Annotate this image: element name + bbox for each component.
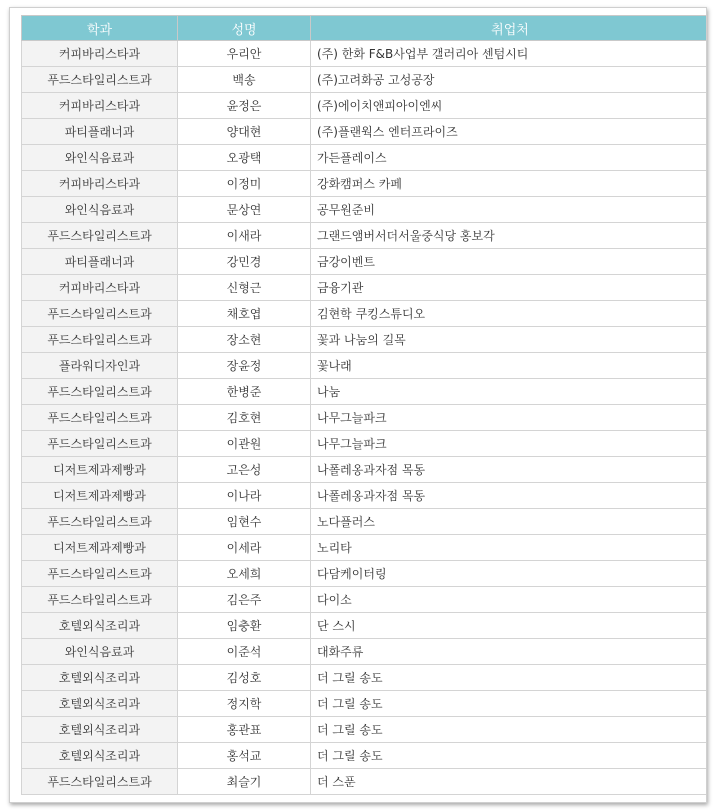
- employer-cell: (주) 한화 F&B사업부 갤러리아 센텀시티: [311, 41, 708, 67]
- department-cell: 푸드스타일리스트과: [22, 405, 178, 431]
- table-row: [22, 171, 708, 197]
- table-row: [22, 613, 708, 639]
- department-cell: 호텔외식조리과: [22, 743, 178, 769]
- employer-cell: 그랜드앰버서더서울중식당 홍보각: [311, 223, 708, 249]
- employer-cell: (주)고려화공 고성공장: [311, 67, 708, 93]
- department-cell: 파티플래너과: [22, 249, 178, 275]
- table-row: [22, 431, 708, 457]
- employer-cell: (주)플랜웍스 엔터프라이즈: [311, 119, 708, 145]
- employer-cell: 금강이벤트: [311, 249, 708, 275]
- employer-cell: 나폴레옹과자점 목동: [311, 457, 708, 483]
- department-cell: 푸드스타일리스트과: [22, 587, 178, 613]
- name-cell: 이새라: [178, 223, 311, 249]
- table-row: [22, 691, 708, 717]
- table-row: [22, 223, 708, 249]
- department-cell: 파티플래너과: [22, 119, 178, 145]
- name-cell: 양대현: [178, 119, 311, 145]
- name-cell: 홍석교: [178, 743, 311, 769]
- table-row: [22, 535, 708, 561]
- name-cell: 정지학: [178, 691, 311, 717]
- department-cell: 호텔외식조리과: [22, 665, 178, 691]
- department-cell: 푸드스타일리스트과: [22, 509, 178, 535]
- name-cell: 신형근: [178, 275, 311, 301]
- name-cell: 이관원: [178, 431, 311, 457]
- name-cell: 윤정은: [178, 93, 311, 119]
- department-cell: 와인식음료과: [22, 639, 178, 665]
- department-cell: 호텔외식조리과: [22, 691, 178, 717]
- name-cell: 김은주: [178, 587, 311, 613]
- employer-cell: 더 그릴 송도: [311, 743, 708, 769]
- header-name: 성명: [178, 16, 311, 41]
- table-row: [22, 41, 708, 67]
- department-cell: 푸드스타일리스트과: [22, 223, 178, 249]
- table-row: [22, 197, 708, 223]
- employer-cell: 금융기관: [311, 275, 708, 301]
- name-cell: 고은성: [178, 457, 311, 483]
- table-row: [22, 457, 708, 483]
- department-cell: 커피바리스타과: [22, 93, 178, 119]
- table-row: [22, 119, 708, 145]
- table-row: [22, 145, 708, 171]
- table-row: [22, 665, 708, 691]
- department-cell: 푸드스타일리스트과: [22, 379, 178, 405]
- employer-cell: 다담케이터링: [311, 561, 708, 587]
- table-row: [22, 639, 708, 665]
- name-cell: 이나라: [178, 483, 311, 509]
- name-cell: 강민경: [178, 249, 311, 275]
- department-cell: 푸드스타일리스트과: [22, 301, 178, 327]
- employer-cell: 나눔: [311, 379, 708, 405]
- table-row: [22, 301, 708, 327]
- name-cell: 김성호: [178, 665, 311, 691]
- employer-cell: 강화캠퍼스 카페: [311, 171, 708, 197]
- employer-cell: 꽃과 나눔의 길목: [311, 327, 708, 353]
- department-cell: 디저트제과제빵과: [22, 535, 178, 561]
- header-row: [22, 16, 708, 41]
- department-cell: 와인식음료과: [22, 197, 178, 223]
- table-row: [22, 509, 708, 535]
- employer-cell: 나무그늘파크: [311, 405, 708, 431]
- department-cell: 디저트제과제빵과: [22, 457, 178, 483]
- table-row: [22, 483, 708, 509]
- name-cell: 장윤정: [178, 353, 311, 379]
- document-frame: [9, 7, 707, 803]
- department-cell: 디저트제과제빵과: [22, 483, 178, 509]
- header-employer: 취업처: [311, 16, 708, 41]
- employer-cell: 김현학 쿠킹스튜디오: [311, 301, 708, 327]
- employer-cell: 단 스시: [311, 613, 708, 639]
- employer-cell: 더 그릴 송도: [311, 665, 708, 691]
- department-cell: 와인식음료과: [22, 145, 178, 171]
- employer-cell: 공무원준비: [311, 197, 708, 223]
- employer-cell: 노다플러스: [311, 509, 708, 535]
- department-cell: 플라워디자인과: [22, 353, 178, 379]
- employer-cell: 노리타: [311, 535, 708, 561]
- name-cell: 오광택: [178, 145, 311, 171]
- table-row: [22, 93, 708, 119]
- name-cell: 우리안: [178, 41, 311, 67]
- name-cell: 임현수: [178, 509, 311, 535]
- name-cell: 임충환: [178, 613, 311, 639]
- department-cell: 푸드스타일리스트과: [22, 327, 178, 353]
- department-cell: 푸드스타일리스트과: [22, 431, 178, 457]
- table-row: [22, 717, 708, 743]
- name-cell: 채호엽: [178, 301, 311, 327]
- name-cell: 김호현: [178, 405, 311, 431]
- table-row: [22, 587, 708, 613]
- table-row: [22, 327, 708, 353]
- employer-cell: 나폴레옹과자점 목동: [311, 483, 708, 509]
- department-cell: 커피바리스타과: [22, 41, 178, 67]
- table-row: [22, 561, 708, 587]
- department-cell: 푸드스타일리스트과: [22, 561, 178, 587]
- employer-cell: 더 그릴 송도: [311, 717, 708, 743]
- table-row: [22, 405, 708, 431]
- name-cell: 이준석: [178, 639, 311, 665]
- employer-cell: 더 스푼: [311, 769, 708, 795]
- employer-cell: 더 그릴 송도: [311, 691, 708, 717]
- employer-cell: (주)에이치앤피아이엔씨: [311, 93, 708, 119]
- employer-cell: 가든플레이스: [311, 145, 708, 171]
- table-header: [22, 16, 708, 41]
- employer-cell: 꽃나래: [311, 353, 708, 379]
- table-row: [22, 353, 708, 379]
- table-row: [22, 275, 708, 301]
- department-cell: 푸드스타일리스트과: [22, 67, 178, 93]
- department-cell: 커피바리스타과: [22, 171, 178, 197]
- department-cell: 커피바리스타과: [22, 275, 178, 301]
- table-row: [22, 249, 708, 275]
- table-row: [22, 743, 708, 769]
- employer-cell: 다이소: [311, 587, 708, 613]
- name-cell: 이세라: [178, 535, 311, 561]
- name-cell: 장소현: [178, 327, 311, 353]
- table-body: [22, 41, 708, 795]
- employer-cell: 대화주류: [311, 639, 708, 665]
- name-cell: 백송: [178, 67, 311, 93]
- employer-cell: 나무그늘파크: [311, 431, 708, 457]
- department-cell: 호텔외식조리과: [22, 717, 178, 743]
- name-cell: 한병준: [178, 379, 311, 405]
- header-department: 학과: [22, 16, 178, 41]
- name-cell: 이정미: [178, 171, 311, 197]
- table-row: [22, 379, 708, 405]
- employment-table: [21, 15, 707, 795]
- name-cell: 문상연: [178, 197, 311, 223]
- department-cell: 푸드스타일리스트과: [22, 769, 178, 795]
- department-cell: 호텔외식조리과: [22, 613, 178, 639]
- name-cell: 최슬기: [178, 769, 311, 795]
- name-cell: 홍관표: [178, 717, 311, 743]
- table-row: [22, 67, 708, 93]
- table-row: [22, 769, 708, 795]
- name-cell: 오세희: [178, 561, 311, 587]
